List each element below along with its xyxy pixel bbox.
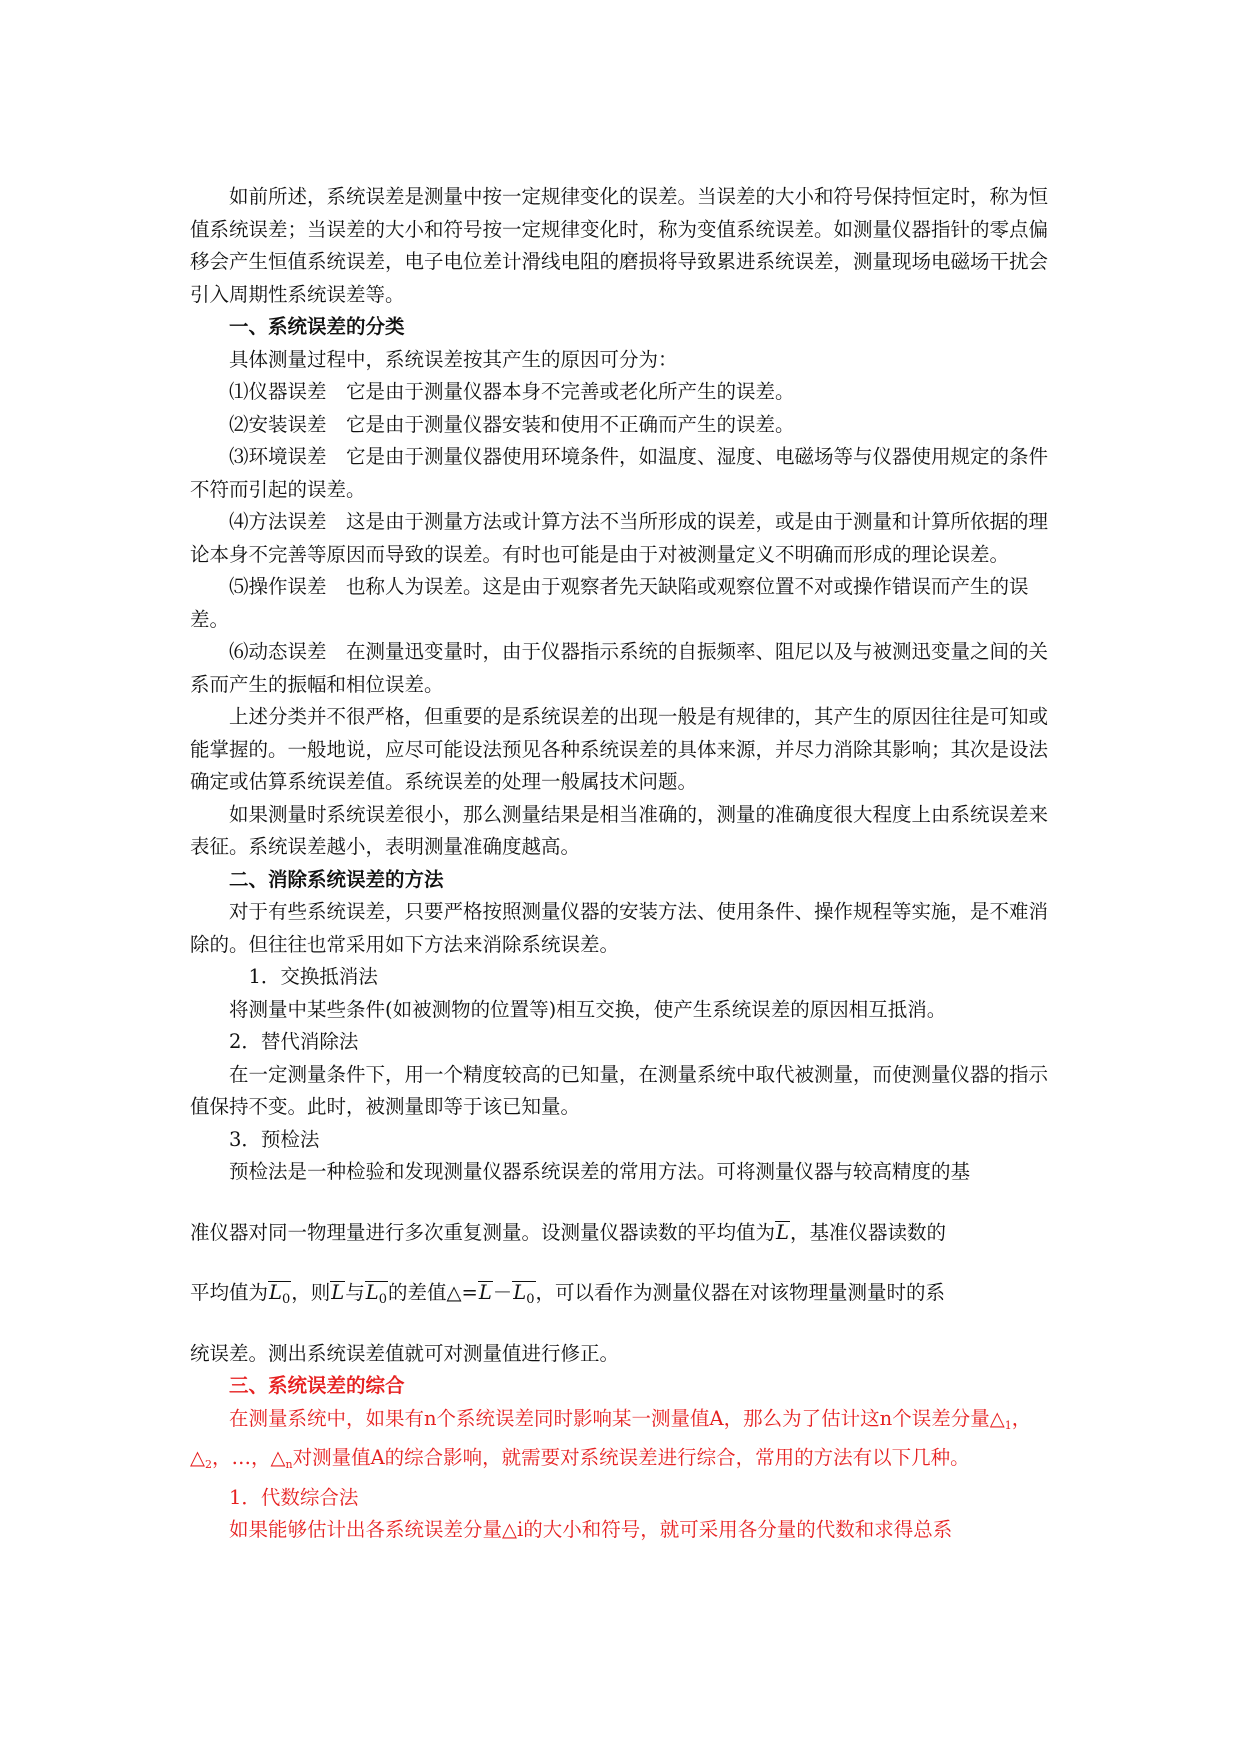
method-3-line-1: 预检法是一种检验和发现测量仪器系统误差的常用方法。可将测量仪器与较高精度的基 — [229, 1160, 971, 1183]
mean-L0-symbol-2: $L_0$ — [365, 1281, 387, 1307]
formula-L: L — [478, 1281, 492, 1304]
section-3-method-1-text: 如果能够估计出各系统误差分量△i的大小和符号，就可采用各分量的代数和求得总系 — [229, 1518, 953, 1541]
method-3-line-4: 统误差。测出系统误差值就可对测量值进行修正。 — [190, 1341, 620, 1365]
method-3-title: 3．预检法 — [229, 1127, 320, 1151]
method-3-text-b: ，基准仪器读数的 — [789, 1220, 946, 1244]
section-1-paragraph-2: 如果测量时系统误差很小，那么测量结果是相当准确的，测量的准确度很大程度上由系统误差来表征。系统误差越小，表明测量准确度越高。 — [190, 802, 1049, 858]
method-3-text-c: 平均值为 — [190, 1281, 269, 1304]
method-2-text: 在一定测量条件下，用一个精度较高的已知量，在测量系统中取代被测量，而使测量仪器的指示值保持不变。此时，被测量即等于该已知量。 — [190, 1062, 1049, 1118]
intro-paragraph: 如前所述，系统误差是测量中按一定规律变化的误差。当误差的大小和符号保持恒定时，称为恒值系统误差；当误差的大小和符号按一定规律变化时，称为变值系统误差。如测量仪器指针的零点偏移会产生恒值系统误差，电子电位差计滑线电阻的磨损将导致累进系统误差，测量现场电磁场干扰会引入周期性系统误差等。 — [190, 185, 1049, 306]
section-3-method-1-title: 1．代数综合法 — [229, 1485, 359, 1509]
method-3-text-g: ，可以看作为测量仪器在对该物理量测量时的系 — [535, 1281, 946, 1304]
formula-L0: $L_0$ — [513, 1281, 535, 1307]
document-body — [190, 181, 1056, 1547]
section-2-heading: 二、消除系统误差的方法 — [229, 867, 444, 891]
section-1-paragraph-1: 上述分类并不很严格，但重要的是系统误差的出现一般是有规律的，其产生的原因往往是可知或能掌握的。一般地说，应尽可能设法预见各种系统误差的具体来源，并尽力消除其影响；其次是设法确定或估算系统误差值。系统误差的处理一般属技术问题。 — [190, 705, 1049, 793]
list-item-instrument-error: ⑴仪器误差 它是由于测量仪器本身不完善或老化所产生的误差。 — [229, 380, 795, 403]
method-3-text-f: 的差值△= — [387, 1281, 478, 1304]
section-2-lead: 对于有些系统误差，只要严格按照测量仪器的安装方法、使用条件、操作规程等实施，是不难消除的。但往往也常采用如下方法来消除系统误差。 — [190, 900, 1049, 956]
section-1-heading: 一、系统误差的分类 — [229, 315, 405, 338]
section-3-heading: 三、系统误差的综合 — [229, 1374, 405, 1397]
method-1-text: 将测量中某些条件(如被测物的位置等)相互交换，使产生系统误差的原因相互抵消。 — [229, 997, 947, 1021]
list-item-dynamic-error: ⑹动态误差 在测量迅变量时，由于仪器指示系统的自振频率、阻尼以及与被测迅变量之间的关系而产生的振幅和相位误差。 — [190, 640, 1049, 696]
list-item-environment-error: ⑶环境误差 它是由于测量仪器使用环境条件，如温度、湿度、电磁场等与仪器使用规定的条件不符而引起的误差。 — [190, 445, 1049, 501]
method-3-line-2 — [190, 1217, 1056, 1250]
method-3-line-3 — [190, 1277, 1056, 1310]
mean-L-symbol: L — [776, 1220, 789, 1244]
list-item-operation-error: ⑸操作误差 也称人为误差。这是由于观察者先天缺陷或观察位置不对或操作错误而产生的误差。 — [190, 575, 1029, 631]
method-3-text-a: 准仪器对同一物理量进行多次重复测量。设测量仪器读数的平均值为 — [190, 1220, 776, 1244]
section-1-lead: 具体测量过程中，系统误差按其产生的原因可分为： — [229, 347, 678, 371]
method-3-text-e: 与 — [345, 1281, 365, 1304]
formula-minus: － — [492, 1281, 513, 1304]
method-2-title: 2．替代消除法 — [229, 1030, 359, 1053]
list-item-method-error: ⑷方法误差 这是由于测量方法或计算方法不当所形成的误差，或是由于测量和计算所依据的理论本身不完善等原因而导致的误差。有时也可能是由于对被测量定义不明确而形成的理论误差。 — [190, 510, 1049, 566]
mean-L-symbol-2: L — [331, 1281, 345, 1304]
method-3-text-d: ，则 — [291, 1281, 331, 1304]
section-3-paragraph: 在测量系统中，如果有n个系统误差同时影响某一测量值A，那么为了估计这n个误差分量$\triangle_1$，$\triangle_2$，…，$\triangle_n$对测量值A的综合影响，就需要对系统误差进行综合，常用的方法有以下几种。 — [190, 1406, 1032, 1471]
mean-L0-symbol: $L_0$ — [269, 1281, 291, 1307]
list-item-installation-error: ⑵安装误差 它是由于测量仪器安装和使用不正确而产生的误差。 — [229, 412, 795, 436]
method-1-title: 1．交换抵消法 — [248, 965, 378, 988]
